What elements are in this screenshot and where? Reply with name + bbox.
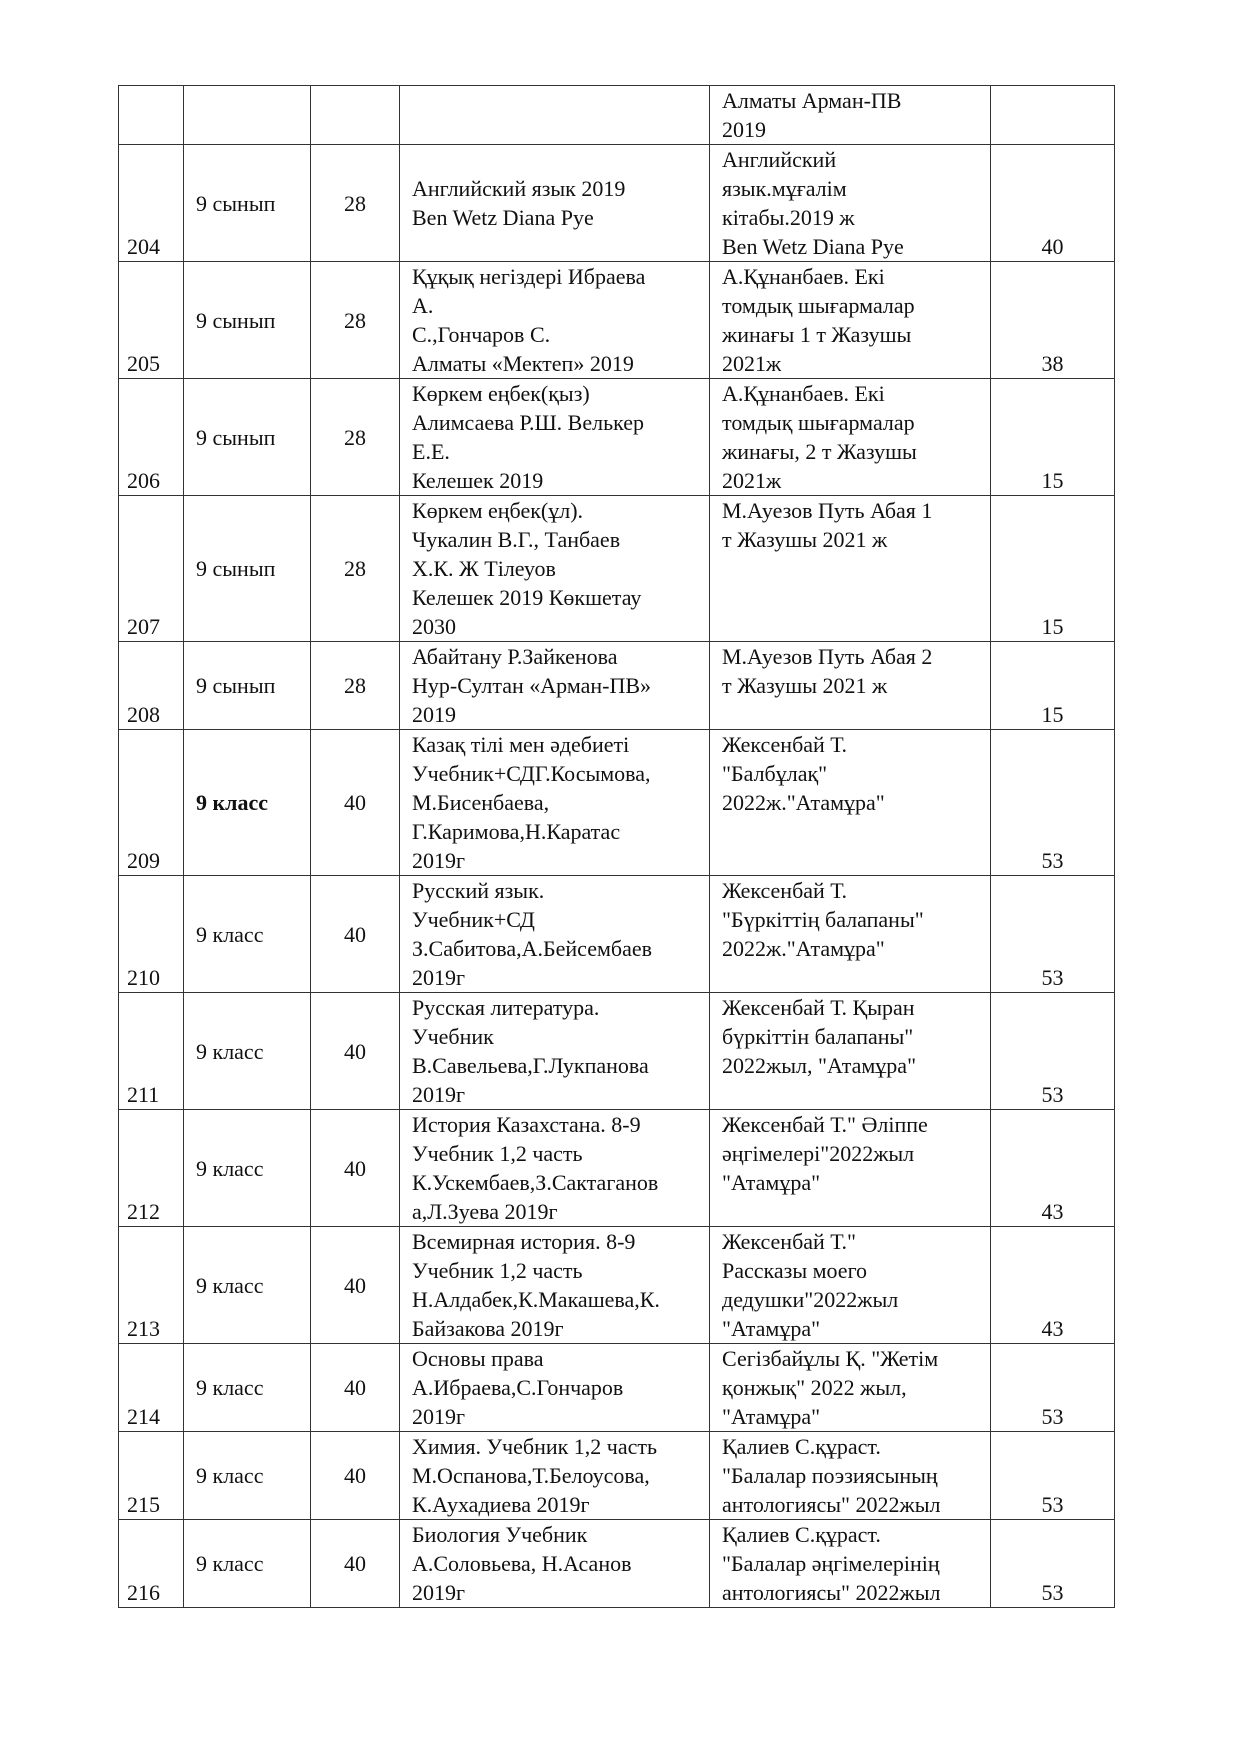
- count-cell: 53: [991, 876, 1115, 993]
- reading-book-cell: Алматы Арман-ПВ 2019: [710, 86, 991, 145]
- row-number: [119, 86, 184, 145]
- count-cell: 53: [991, 1344, 1115, 1432]
- table-row: [119, 379, 1115, 496]
- grade-cell: 9 сынып: [184, 379, 311, 496]
- count-cell: 38: [991, 262, 1115, 379]
- count-cell: [991, 86, 1115, 145]
- quantity-cell: 28: [311, 262, 400, 379]
- quantity-cell: 40: [311, 730, 400, 876]
- count-cell: 15: [991, 496, 1115, 642]
- reading-book-cell: Английский язык.мұғалім кітабы.2019 ж Ben Wetz Diana Pye: [710, 145, 991, 262]
- table-row: [119, 262, 1115, 379]
- reading-book-cell: Қалиев С.құраст. "Балалар поэзиясының антологиясы" 2022жыл: [710, 1432, 991, 1520]
- table-row: [119, 86, 1115, 145]
- table-row: [119, 1432, 1115, 1520]
- quantity-cell: 28: [311, 496, 400, 642]
- count-cell: 53: [991, 993, 1115, 1110]
- textbook-cell: Основы права А.Ибраева,С.Гончаров 2019г: [400, 1344, 710, 1432]
- grade-cell: 9 класс: [184, 1110, 311, 1227]
- table-row: [119, 730, 1115, 876]
- table-row: [119, 496, 1115, 642]
- count-cell: 40: [991, 145, 1115, 262]
- grade-cell: 9 класс: [184, 1227, 311, 1344]
- grade-cell: 9 класс: [184, 1432, 311, 1520]
- textbook-cell: Русский язык. Учебник+СД З.Сабитова,А.Бейсембаев 2019г: [400, 876, 710, 993]
- grade-cell: 9 класс: [184, 993, 311, 1110]
- textbook-cell: Химия. Учебник 1,2 часть М.Оспанова,Т.Белоусова, К.Аухадиева 2019г: [400, 1432, 710, 1520]
- textbook-cell: Көркем еңбек(қыз) Алимсаева Р.Ш. Велькер Е.Е. Келешек 2019: [400, 379, 710, 496]
- grade-cell: 9 класс: [184, 876, 311, 993]
- table-row: [119, 1227, 1115, 1344]
- quantity-cell: 28: [311, 145, 400, 262]
- reading-book-cell: А.Құнанбаев. Екі томдық шығармалар жинағы 1 т Жазушы 2021ж: [710, 262, 991, 379]
- grade-cell: 9 сынып: [184, 642, 311, 730]
- row-number: 206: [119, 379, 184, 496]
- row-number: 214: [119, 1344, 184, 1432]
- reading-book-cell: М.Ауезов Путь Абая 2 т Жазушы 2021 ж: [710, 642, 991, 730]
- reading-book-cell: Жексенбай Т." Әліппе әңгімелері"2022жыл "Атамұра": [710, 1110, 991, 1227]
- grade-cell: 9 класс: [184, 730, 311, 876]
- count-cell: 53: [991, 730, 1115, 876]
- table-row: [119, 993, 1115, 1110]
- row-number: 213: [119, 1227, 184, 1344]
- count-cell: 53: [991, 1432, 1115, 1520]
- row-number: 211: [119, 993, 184, 1110]
- row-number: 210: [119, 876, 184, 993]
- quantity-cell: 28: [311, 379, 400, 496]
- textbook-cell: Көркем еңбек(ұл). Чукалин В.Г., Танбаев Х.К. Ж Тілеуов Келешек 2019 Көкшетау 2030: [400, 496, 710, 642]
- count-cell: 15: [991, 642, 1115, 730]
- textbook-cell: Биология Учебник А.Соловьева, Н.Асанов 2019г: [400, 1520, 710, 1608]
- row-number: 212: [119, 1110, 184, 1227]
- grade-cell: 9 сынып: [184, 145, 311, 262]
- row-number: 205: [119, 262, 184, 379]
- quantity-cell: 28: [311, 642, 400, 730]
- quantity-cell: 40: [311, 876, 400, 993]
- count-cell: 43: [991, 1227, 1115, 1344]
- reading-book-cell: А.Құнанбаев. Екі томдық шығармалар жинағы, 2 т Жазушы 2021ж: [710, 379, 991, 496]
- reading-book-cell: Жексенбай Т. Қыран бүркіттін балапаны" 2022жыл, "Атамұра": [710, 993, 991, 1110]
- reading-book-cell: Сегізбайұлы Қ. "Жетім қонжық" 2022 жыл, "Атамұра": [710, 1344, 991, 1432]
- row-number: 208: [119, 642, 184, 730]
- table-row: [119, 1344, 1115, 1432]
- count-cell: 15: [991, 379, 1115, 496]
- reading-book-cell: Жексенбай Т. "Бүркіттің балапаны" 2022ж."Атамұра": [710, 876, 991, 993]
- grade-cell: 9 класс: [184, 1520, 311, 1608]
- reading-book-cell: Қалиев С.құраст. "Балалар әңгімелерінің антологиясы" 2022жыл: [710, 1520, 991, 1608]
- row-number: 204: [119, 145, 184, 262]
- row-number: 207: [119, 496, 184, 642]
- count-cell: 53: [991, 1520, 1115, 1608]
- grade-cell: 9 класс: [184, 1344, 311, 1432]
- textbook-cell: Құқық негіздері Ибраева А. С.,Гончаров С. Алматы «Мектеп» 2019: [400, 262, 710, 379]
- table-row: [119, 876, 1115, 993]
- reading-book-cell: Жексенбай Т. "Балбұлақ" 2022ж."Атамұра": [710, 730, 991, 876]
- textbook-cell: Всемирная история. 8-9 Учебник 1,2 часть Н.Алдабек,К.Макашева,К. Байзакова 2019г: [400, 1227, 710, 1344]
- textbook-cell: Абайтану Р.Зайкенова Нур-Султан «Арман-ПВ» 2019: [400, 642, 710, 730]
- quantity-cell: 40: [311, 1432, 400, 1520]
- quantity-cell: 40: [311, 1110, 400, 1227]
- table-body: [119, 86, 1115, 1608]
- table-row: [119, 642, 1115, 730]
- grade-cell: [184, 86, 311, 145]
- quantity-cell: [311, 86, 400, 145]
- grade-cell: 9 сынып: [184, 262, 311, 379]
- row-number: 215: [119, 1432, 184, 1520]
- quantity-cell: 40: [311, 1227, 400, 1344]
- count-cell: 43: [991, 1110, 1115, 1227]
- textbook-cell: [400, 86, 710, 145]
- textbook-cell: Русская литература. Учебник В.Савельева,Г.Лукпанова 2019г: [400, 993, 710, 1110]
- row-number: 209: [119, 730, 184, 876]
- quantity-cell: 40: [311, 993, 400, 1110]
- textbook-cell: История Казахстана. 8-9 Учебник 1,2 часть К.Ускембаев,З.Сактаганов а,Л.Зуева 2019г: [400, 1110, 710, 1227]
- textbook-cell: Английский язык 2019 Ben Wetz Diana Pye: [400, 145, 710, 262]
- table-row: [119, 1110, 1115, 1227]
- table-row: [119, 145, 1115, 262]
- reading-book-cell: Жексенбай Т." Рассказы моего дедушки"2022жыл "Атамұра": [710, 1227, 991, 1344]
- grade-cell: 9 сынып: [184, 496, 311, 642]
- row-number: 216: [119, 1520, 184, 1608]
- table-row: [119, 1520, 1115, 1608]
- quantity-cell: 40: [311, 1520, 400, 1608]
- quantity-cell: 40: [311, 1344, 400, 1432]
- textbook-cell: Казақ тілі мен әдебиеті Учебник+СДГ.Косымова, М.Бисенбаева, Г.Каримова,Н.Каратас 2019г: [400, 730, 710, 876]
- reading-book-cell: М.Ауезов Путь Абая 1 т Жазушы 2021 ж: [710, 496, 991, 642]
- book-table: [118, 85, 1115, 1608]
